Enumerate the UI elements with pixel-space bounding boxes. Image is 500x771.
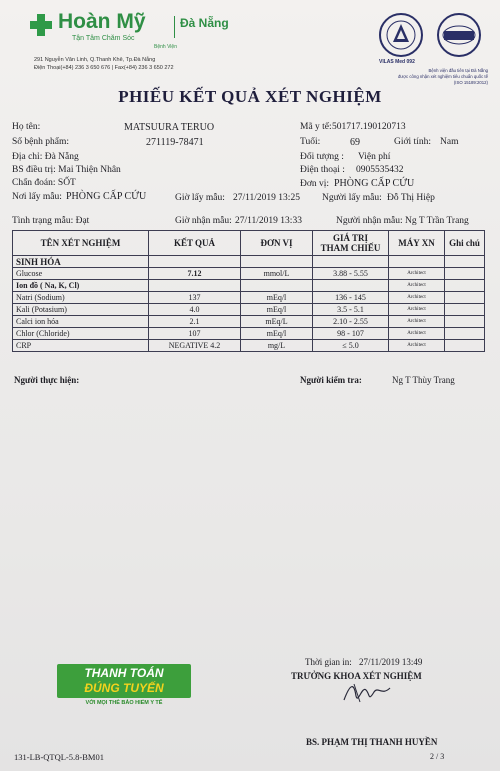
- test-unit: mEq/l: [241, 304, 313, 316]
- test-unit: [241, 280, 313, 292]
- collect-time: 27/11/2019 13:25: [233, 193, 300, 203]
- name-label: Họ tên:: [12, 122, 41, 132]
- performer-label: Người thực hiện:: [14, 375, 80, 385]
- receive-time-label: Giờ nhận mẫu:: [175, 216, 232, 226]
- age-label: Tuổi:: [300, 137, 321, 147]
- test-name: Ion đồ ( Na, K, Cl): [13, 280, 149, 292]
- hospital-slogan: Tận Tâm Chăm Sóc: [72, 35, 135, 42]
- test-unit: mEq/l: [241, 292, 313, 304]
- logo-divider: [174, 16, 175, 38]
- test-note: [445, 340, 485, 352]
- hospital-name: Hoàn Mỹ: [58, 10, 146, 33]
- form-code: 131-LB-QTQL-5.8-BM01: [14, 752, 104, 762]
- sample-state: Tình trạng mẫu: Đạt: [12, 216, 90, 226]
- test-machine: Architect: [389, 340, 445, 352]
- table-header-row: [13, 231, 485, 256]
- test-result: NEGATIVE 4.2: [149, 340, 241, 352]
- col-reference-line2: THAM CHIẾU: [320, 243, 381, 253]
- badge-line-2: ĐÚNG TUYẾN: [84, 681, 164, 695]
- badge-line-3: VỚI MỌI THẺ BẢO HIỂM Y TẾ: [85, 700, 163, 706]
- checker-value: Ng T Thùy Trang: [392, 375, 455, 385]
- medical-id: 501717.190120713: [332, 122, 406, 132]
- test-note: [445, 304, 485, 316]
- signature-icon: [340, 678, 396, 706]
- department-head-label: TRƯỞNG KHOA XÉT NGHIỆM: [291, 671, 422, 681]
- test-range: 98 - 107: [313, 328, 389, 340]
- test-result: 4.0: [149, 304, 241, 316]
- col-machine: MÁY XN: [389, 231, 445, 256]
- test-result: 137: [149, 292, 241, 304]
- section-title: SINH HÓA: [13, 256, 149, 268]
- test-machine: Architect: [389, 316, 445, 328]
- section-empty-3: [313, 256, 389, 268]
- test-machine: Architect: [389, 292, 445, 304]
- payer-label: Đối tượng :: [300, 152, 344, 162]
- checker-label: Người kiểm tra:: [300, 375, 362, 385]
- test-note: [445, 280, 485, 292]
- table-row: [13, 268, 485, 280]
- table-row: [13, 292, 485, 304]
- patient-name: MATSUURA TERUO: [124, 122, 215, 133]
- ilac-mra-seal-icon: [436, 12, 482, 58]
- department-head-name: BS. PHẠM THỊ THANH HUYỀN: [306, 737, 438, 747]
- receiver-label: Người nhận mẫu:: [336, 216, 403, 226]
- page-number: 2 / 3: [430, 752, 445, 761]
- test-range: 2.10 - 2.55: [313, 316, 389, 328]
- receive-time: 27/11/2019 13:33: [235, 216, 302, 226]
- age-value: 69: [350, 137, 360, 148]
- test-note: [445, 268, 485, 280]
- test-unit: mmol/L: [241, 268, 313, 280]
- test-name: Natri (Sodium): [13, 292, 149, 304]
- col-unit: ĐƠN VỊ: [241, 231, 313, 256]
- gender-label: Giới tính:: [394, 137, 431, 147]
- test-range: 3.88 - 5.55: [313, 268, 389, 280]
- accreditation-code: VILAS Med 092: [379, 59, 415, 65]
- section-empty-2: [241, 256, 313, 268]
- record-number: 271119-78471: [146, 137, 204, 148]
- phone-label: Điện thoại :: [300, 165, 345, 175]
- test-name: Calci ion hóa: [13, 316, 149, 328]
- cross-icon: [30, 14, 52, 36]
- test-note: [445, 328, 485, 340]
- sample-place: PHÒNG CẤP CỨU: [66, 191, 147, 202]
- accreditation-line-3: (ISO 15189:2012): [453, 80, 488, 85]
- sample-place-label: Nơi lấy mẫu:: [12, 192, 62, 202]
- test-range: 3.5 - 5.1: [313, 304, 389, 316]
- section-row: [13, 256, 485, 268]
- test-result: [149, 280, 241, 292]
- accreditation-seal-icon: [378, 12, 424, 58]
- test-machine: Architect: [389, 268, 445, 280]
- hospital-sub: Bệnh Viện: [154, 44, 177, 50]
- insurance-badge: [57, 664, 191, 706]
- print-time: 27/11/2019 13:49: [359, 657, 423, 667]
- test-unit: mEq/l: [241, 328, 313, 340]
- col-note: Ghi chú: [445, 231, 485, 256]
- doctor-field: BS điều trị: Mai Thiện Nhân: [12, 165, 121, 175]
- payer-value: Viện phí: [358, 152, 391, 162]
- accreditation-line-2: được công nhận xét nghiệm tiêu chuẩn quốc tế: [397, 74, 488, 79]
- unit-label: Đơn vị:: [300, 179, 330, 189]
- print-time-label: Thời gian in:: [305, 657, 352, 667]
- test-name: Chlor (Chloride): [13, 328, 149, 340]
- test-note: [445, 316, 485, 328]
- test-range: [313, 280, 389, 292]
- test-result: 7.12: [149, 268, 241, 280]
- receiver-value: Ng T Trần Trang: [405, 216, 469, 226]
- medical-id-label: Mã y tế:: [300, 122, 332, 132]
- hospital-city: Đà Nẵng: [180, 16, 229, 30]
- col-reference-line1: GIÁ TRỊ: [332, 233, 369, 243]
- col-test-name: TÊN XÉT NGHIỆM: [13, 231, 149, 256]
- table-row: [13, 340, 485, 352]
- test-result: 107: [149, 328, 241, 340]
- test-note: [445, 292, 485, 304]
- col-result: KẾT QUẢ: [149, 231, 241, 256]
- test-name: CRP: [13, 340, 149, 352]
- section-empty-1: [149, 256, 241, 268]
- test-unit: mEq/L: [241, 316, 313, 328]
- section-empty-4: [389, 256, 445, 268]
- test-machine: Architect: [389, 280, 445, 292]
- results-table: [12, 230, 485, 352]
- collector-label: Người lấy mẫu:: [322, 193, 382, 203]
- phone-value: 0905535432: [356, 165, 404, 175]
- accreditation-line-1: Bệnh viện đầu tiên tại Đà Nẵng: [428, 68, 488, 73]
- test-range: ≤ 5.0: [313, 340, 389, 352]
- record-label: Số bệnh phẩm:: [12, 137, 69, 147]
- gender-value: Nam: [440, 137, 459, 147]
- test-unit: mg/L: [241, 340, 313, 352]
- badge-line-1: THANH TOÁN: [84, 666, 164, 680]
- page-title: PHIẾU KẾT QUẢ XÉT NGHIỆM: [118, 87, 382, 106]
- collect-time-label: Giờ lấy mẫu:: [175, 193, 225, 203]
- test-machine: Architect: [389, 328, 445, 340]
- table-row: [13, 316, 485, 328]
- table-row: [13, 304, 485, 316]
- test-range: 136 - 145: [313, 292, 389, 304]
- test-name: Glucose: [13, 268, 149, 280]
- address-line-2: Điện Thoại(+84) 236 3 650 676 | Fax(+84) 236 3 650 272: [34, 65, 174, 71]
- col-reference: [313, 231, 389, 256]
- section-empty-5: [445, 256, 485, 268]
- test-result: 2.1: [149, 316, 241, 328]
- test-machine: Architect: [389, 304, 445, 316]
- unit-value: PHÒNG CẤP CỨU: [334, 178, 415, 189]
- collector-value: Đỗ Thị Hiệp: [387, 193, 435, 203]
- table-row: [13, 280, 485, 292]
- table-row: [13, 328, 485, 340]
- address-line-1: 291 Nguyễn Văn Linh, Q.Thanh Khê, Tp.Đà Nẵng: [34, 57, 156, 63]
- test-name: Kali (Potasium): [13, 304, 149, 316]
- address-field: Địa chỉ: Đà Nẵng: [12, 152, 79, 162]
- diagnosis-field: Chẩn đoán: SỐT: [12, 178, 76, 188]
